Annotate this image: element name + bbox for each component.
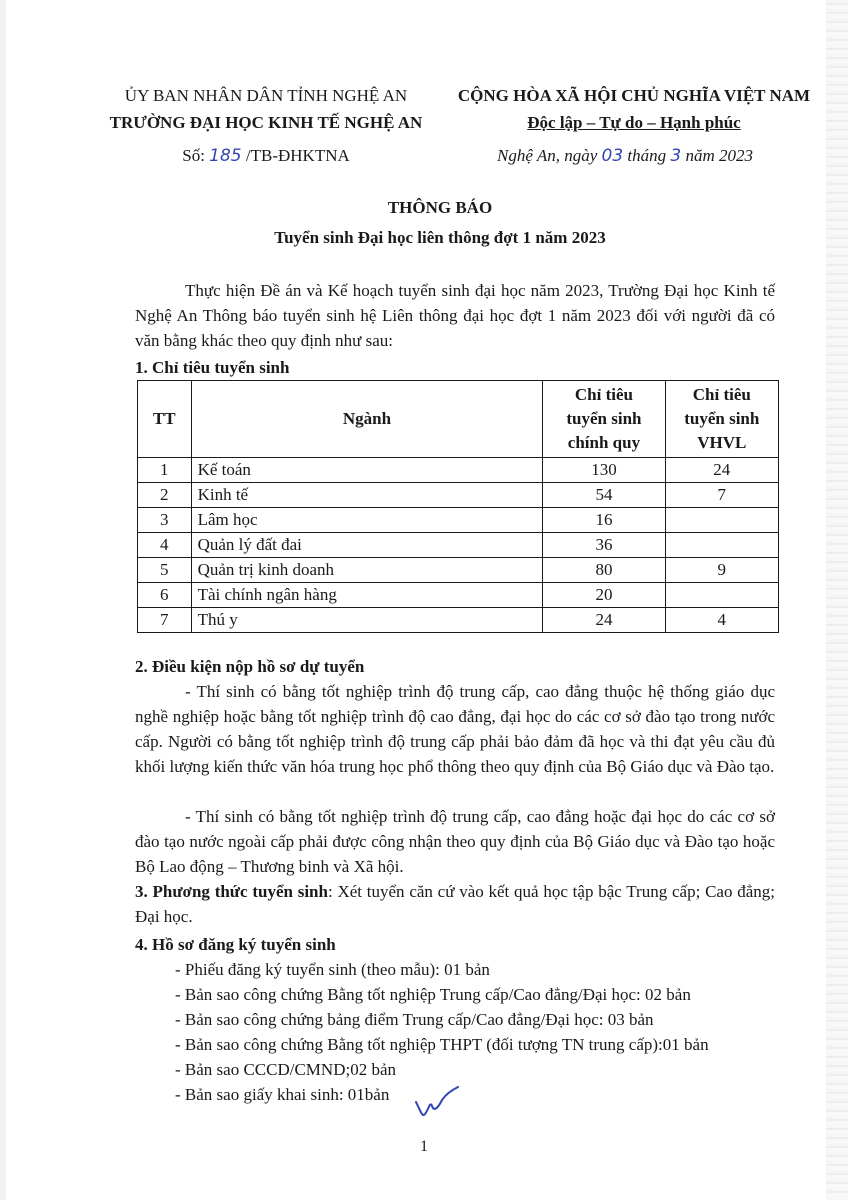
quota-table <box>137 380 779 633</box>
header-parttime-quota <box>665 381 778 458</box>
section3-text: : Xét tuyển căn cứ vào kết quả học tập bậc Trung cấp; Cao đẳng; Đại học. <box>135 882 775 926</box>
table-row <box>138 508 779 533</box>
row-tt: 1 <box>138 458 192 483</box>
section2-paragraph-2 <box>135 804 775 879</box>
date-suffix: năm 2023 <box>685 146 753 165</box>
header-parttime-line2: tuyển sinh <box>684 409 760 428</box>
table-row <box>138 483 779 508</box>
scan-edge-right <box>826 0 848 1200</box>
org-parent: ỦY BAN NHÂN DÂN TỈNH NGHỆ AN <box>124 86 408 105</box>
header-regular-line3: chính quy <box>567 433 641 452</box>
row-parttime-quota: 24 <box>665 458 778 483</box>
row-parttime-quota <box>665 533 778 558</box>
header-tt: TT <box>138 381 192 458</box>
section2-text-2: - Thí sinh có bằng tốt nghiệp trình độ trung cấp, cao đẳng hoặc đại học do các cơ sở đào tạo nước ngoài cấp phải được công nhận theo quy định của Bộ Giáo dục và Đào tạo hoặc Bộ Lao động – Thương binh và Xã hội. <box>135 807 775 876</box>
quota-table-header <box>138 381 779 458</box>
list-item: - Bản sao công chứng Bằng tốt nghiệp THPT (đối tượng TN trung cấp):01 bản <box>175 1035 709 1054</box>
section3-paragraph <box>135 879 775 929</box>
row-regular-quota: 80 <box>543 558 665 583</box>
header-major: Ngành <box>191 381 543 458</box>
section2-text-1: - Thí sinh có bằng tốt nghiệp trình độ trung cấp, cao đẳng thuộc hệ thống giáo dục nghề nghiệp hoặc bằng tốt nghiệp trình độ cao đẳng, đại học do các cơ sở đào tạo trong nước cấp. Người có bằng tốt nghiệp trình độ trung cấp phải bảo đảm đã học và thi đạt yêu cầu đủ khối lượng kiến thức văn hóa trung học phổ thông theo quy định của Bộ Giáo dục và Đào tạo. <box>135 682 775 776</box>
section2-paragraph-1 <box>135 679 775 779</box>
date-mid: tháng <box>627 146 667 165</box>
row-major: Tài chính ngân hàng <box>191 583 543 608</box>
intro-text: Thực hiện Đề án và Kế hoạch tuyển sinh đại học năm 2023, Trường Đại học Kinh tế Nghệ An Thông báo tuyển sinh hệ Liên thông đại học đợt 1 năm 2023 đối với người đã có văn bằng khác theo quy định như sau: <box>135 281 775 350</box>
list-item: - Bản sao công chứng bảng điểm Trung cấp/Cao đẳng/Đại học: 03 bản <box>175 1010 654 1029</box>
row-major: Kế toán <box>191 458 543 483</box>
row-parttime-quota <box>665 583 778 608</box>
header-regular-quota <box>543 381 665 458</box>
doc-number-suffix: /TB-ĐHKTNA <box>245 146 350 165</box>
row-major: Lâm học <box>191 508 543 533</box>
row-major: Thú y <box>191 608 543 633</box>
date-day-handwritten: 03 <box>601 146 624 166</box>
list-item: - Bản sao giấy khai sinh: 01bản <box>175 1085 390 1104</box>
header-regular-line1: Chỉ tiêu <box>574 385 633 404</box>
section3-heading: 3. Phương thức tuyển sinh <box>135 882 328 901</box>
org-name: TRƯỜNG ĐẠI HỌC KINH TẾ NGHỆ AN <box>109 113 423 132</box>
row-parttime-quota: 9 <box>665 558 778 583</box>
handwritten-tick-icon <box>414 1086 460 1120</box>
table-row <box>138 558 779 583</box>
row-parttime-quota: 7 <box>665 483 778 508</box>
row-tt: 5 <box>138 558 192 583</box>
header-parttime-line3: VHVL <box>697 433 747 452</box>
country-name: CỘNG HÒA XÃ HỘI CHỦ NGHĨA VIỆT NAM <box>457 86 811 105</box>
list-item: - Bản sao công chứng Bằng tốt nghiệp Trung cấp/Cao đẳng/Đại học: 02 bản <box>175 985 691 1004</box>
table-row <box>138 608 779 633</box>
list-item: - Bản sao CCCD/CMND;02 bản <box>175 1060 396 1079</box>
row-regular-quota: 54 <box>543 483 665 508</box>
document-subtitle: Tuyển sinh Đại học liên thông đợt 1 năm 2023 <box>274 228 606 247</box>
table-row <box>138 533 779 558</box>
row-regular-quota: 130 <box>543 458 665 483</box>
row-regular-quota: 16 <box>543 508 665 533</box>
table-row <box>138 458 779 483</box>
row-tt: 6 <box>138 583 192 608</box>
intro-paragraph <box>135 278 775 353</box>
doc-number <box>88 146 444 166</box>
header-regular-line2: tuyển sinh <box>566 409 642 428</box>
row-parttime-quota: 4 <box>665 608 778 633</box>
row-tt: 3 <box>138 508 192 533</box>
section1-heading: 1. Chỉ tiêu tuyển sinh <box>135 358 290 377</box>
doc-number-prefix: Số: <box>182 146 205 165</box>
row-tt: 7 <box>138 608 192 633</box>
row-regular-quota: 36 <box>543 533 665 558</box>
motto: Độc lập – Tự do – Hạnh phúc <box>527 113 741 132</box>
page-number: 1 <box>420 1138 428 1155</box>
row-major: Quản trị kinh doanh <box>191 558 543 583</box>
row-parttime-quota <box>665 508 778 533</box>
row-tt: 2 <box>138 483 192 508</box>
header-parttime-line1: Chỉ tiêu <box>692 385 751 404</box>
doc-number-handwritten: 185 <box>209 146 242 166</box>
document-title: THÔNG BÁO <box>387 198 493 217</box>
row-regular-quota: 20 <box>543 583 665 608</box>
date-prefix: Nghệ An, ngày <box>497 146 598 165</box>
scan-edge-left <box>0 0 6 1200</box>
row-major: Kinh tế <box>191 483 543 508</box>
row-regular-quota: 24 <box>543 608 665 633</box>
list-item: - Phiếu đăng ký tuyển sinh (theo mẫu): 01 bản <box>175 960 490 979</box>
section4-heading: 4. Hồ sơ đăng ký tuyển sinh <box>135 935 336 954</box>
row-tt: 4 <box>138 533 192 558</box>
section2-heading: 2. Điều kiện nộp hồ sơ dự tuyển <box>135 657 365 676</box>
date-month-handwritten: 3 <box>670 146 682 166</box>
table-row <box>138 583 779 608</box>
issue-date <box>497 146 753 166</box>
row-major: Quản lý đất đai <box>191 533 543 558</box>
